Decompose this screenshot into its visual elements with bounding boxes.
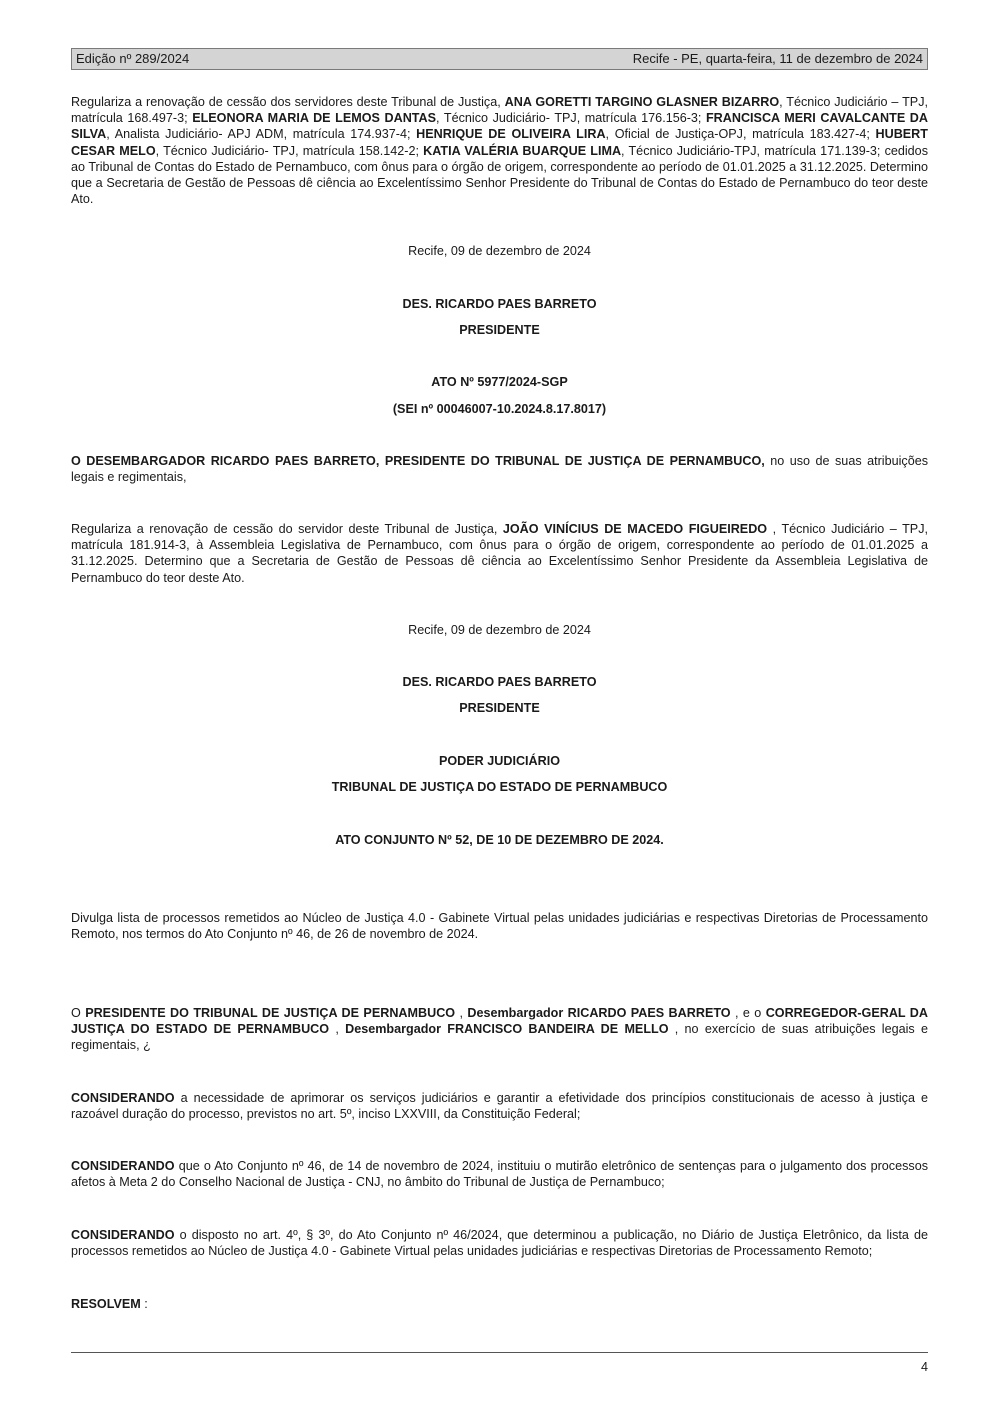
server-name: KATIA VALÉRIA BUARQUE LIMA bbox=[423, 143, 622, 158]
considerando-3: CONSIDERANDO o disposto no art. 4º, § 3º, do Ato Conjunto nº 46/2024, que determinou a publicação, no Diário de Justiça Eletrônico, da lista de processos remetidos ao Núcleo de Justiça 4.0 - Gabinete Virtual pelas unidades judiciárias e respectivas Diretorias de Processamento Remoto; bbox=[71, 1228, 928, 1259]
act2-role: PRESIDENTE bbox=[459, 701, 540, 715]
server-name: HENRIQUE DE OLIVEIRA LIRA bbox=[416, 127, 606, 142]
act1-signer: DES. RICARDO PAES BARRETO bbox=[402, 297, 597, 311]
act1-role: PRESIDENTE bbox=[459, 323, 540, 337]
footer-divider bbox=[71, 1352, 928, 1353]
considerando-1: CONSIDERANDO a necessidade de aprimorar os serviços judiciários e garantir a efetividade dos princípios constitucionais de acesso à justiça e razoável duração do processo, previstos no art. 5º, inciso LXXVIII, da Constituição Federal; bbox=[71, 1091, 928, 1122]
act3-intro: O PRESIDENTE DO TRIBUNAL DE JUSTIÇA DE PERNAMBUCO , Desembargador RICARDO PAES BARRETO , e o CORREGEDOR-GERAL DA JUSTIÇA DO ESTADO DE PERNAMBUCO , Desembargador FRANCISCO BANDEIRA DE MELLO , no exercício de suas atribuições legais e regimentais, ¿ bbox=[71, 1006, 928, 1053]
act1-date: Recife, 09 de dezembro de 2024 bbox=[408, 244, 591, 258]
server-name: JOÃO VINÍCIUS DE MACEDO FIGUEIREDO bbox=[502, 522, 768, 536]
court-name: TRIBUNAL DE JUSTIÇA DO ESTADO DE PERNAMBUCO bbox=[331, 780, 668, 794]
server-name: ANA GORETTI TARGINO GLASNER BIZARRO bbox=[504, 95, 780, 109]
server-name: FRANCISCA MERI CAVALCANTE DA SILVA bbox=[71, 111, 928, 142]
act2-sei: (SEI nº 00046007-10.2024.8.17.8017) bbox=[392, 402, 607, 416]
act3-title: ATO CONJUNTO Nº 52, DE 10 DE DEZEMBRO DE 2024. bbox=[335, 833, 664, 847]
page-header bbox=[71, 48, 928, 70]
act2-signer: DES. RICARDO PAES BARRETO bbox=[402, 675, 597, 689]
header-place-date: Recife - PE, quarta-feira, 11 de dezembro de 2024 bbox=[632, 50, 923, 66]
act1-paragraph: Regulariza a renovação de cessão dos servidores deste Tribunal de Justiça, ANA GORETTI TARGINO GLASNER BIZARRO, Técnico Judiciário – TPJ, matrícula 168.497-3; ELEONORA MARIA DE LEMOS DANTAS, Técnico Judiciário- TPJ, matrícula 176.156-3; FRANCISCA MERI CAVALCANTE DA SILVA, Analista Judiciário- APJ ADM, matrícula 174.937-4; HENRIQUE DE OLIVEIRA LIRA, Oficial de Justiça-OPJ, matrícula 183.427-4; HUBERT CESAR MELO, Técnico Judiciário- TPJ, matrícula 158.142-2; KATIA VALÉRIA BUARQUE LIMA, Técnico Judiciário-TPJ, matrícula 171.139-3; cedidos ao Tribunal de Contas do Estado de Pernambuco, com ônus para o órgão de origem, correspondente ao período de 01.01.2025 a 31.12.2025. Determino que a Secretaria de Gestão de Pessoas dê ciência ao Excelentíssimo Senhor Presidente do Tribunal de Contas do Estado de Pernambuco do teor deste Ato. bbox=[71, 95, 928, 207]
act2-paragraph: Regulariza a renovação de cessão do servidor deste Tribunal de Justiça, JOÃO VINÍCIUS DE MACEDO FIGUEIREDO , Técnico Judiciário – TPJ, matrícula 181.914-3, à Assembleia Legislativa de Pernambuco, com ônus para o órgão de origem, correspondente ao período de 01.01.2025 a 31.12.2025. Determino que a Secretaria de Gestão de Pessoas dê ciência ao Excelentíssimo Senhor Presidente da Assembleia Legislativa de Pernambuco do teor deste Ato. bbox=[71, 522, 928, 585]
edition-number: Edição nº 289/2024 bbox=[76, 50, 190, 66]
resolvem: RESOLVEM : bbox=[71, 1297, 148, 1311]
server-name: HUBERT CESAR MELO bbox=[71, 127, 928, 158]
act2-title: ATO Nº 5977/2024-SGP bbox=[431, 375, 568, 389]
act2-date: Recife, 09 de dezembro de 2024 bbox=[408, 623, 591, 637]
server-name: ELEONORA MARIA DE LEMOS DANTAS bbox=[192, 111, 437, 126]
org-name: PODER JUDICIÁRIO bbox=[438, 754, 561, 768]
considerando-2: CONSIDERANDO que o Ato Conjunto nº 46, de 14 de novembro de 2024, instituiu o mutirão eletrônico de sentenças para o julgamento dos processos afetos à Meta 2 do Conselho Nacional de Justiça - CNJ, no âmbito do Tribunal de Justiça de Pernambuco; bbox=[71, 1159, 928, 1190]
page-number: 4 bbox=[920, 1360, 928, 1374]
act3-summary: Divulga lista de processos remetidos ao Núcleo de Justiça 4.0 - Gabinete Virtual pelas unidades judiciárias e respectivas Diretorias de Processamento Remoto, nos termos do Ato Conjunto nº 46, de 26 de novembro de 2024. bbox=[71, 911, 928, 942]
act2-intro: O DESEMBARGADOR RICARDO PAES BARRETO, PRESIDENTE DO TRIBUNAL DE JUSTIÇA DE PERNAMBUCO, no uso de suas atribuições legais e regimentais, bbox=[71, 454, 928, 485]
